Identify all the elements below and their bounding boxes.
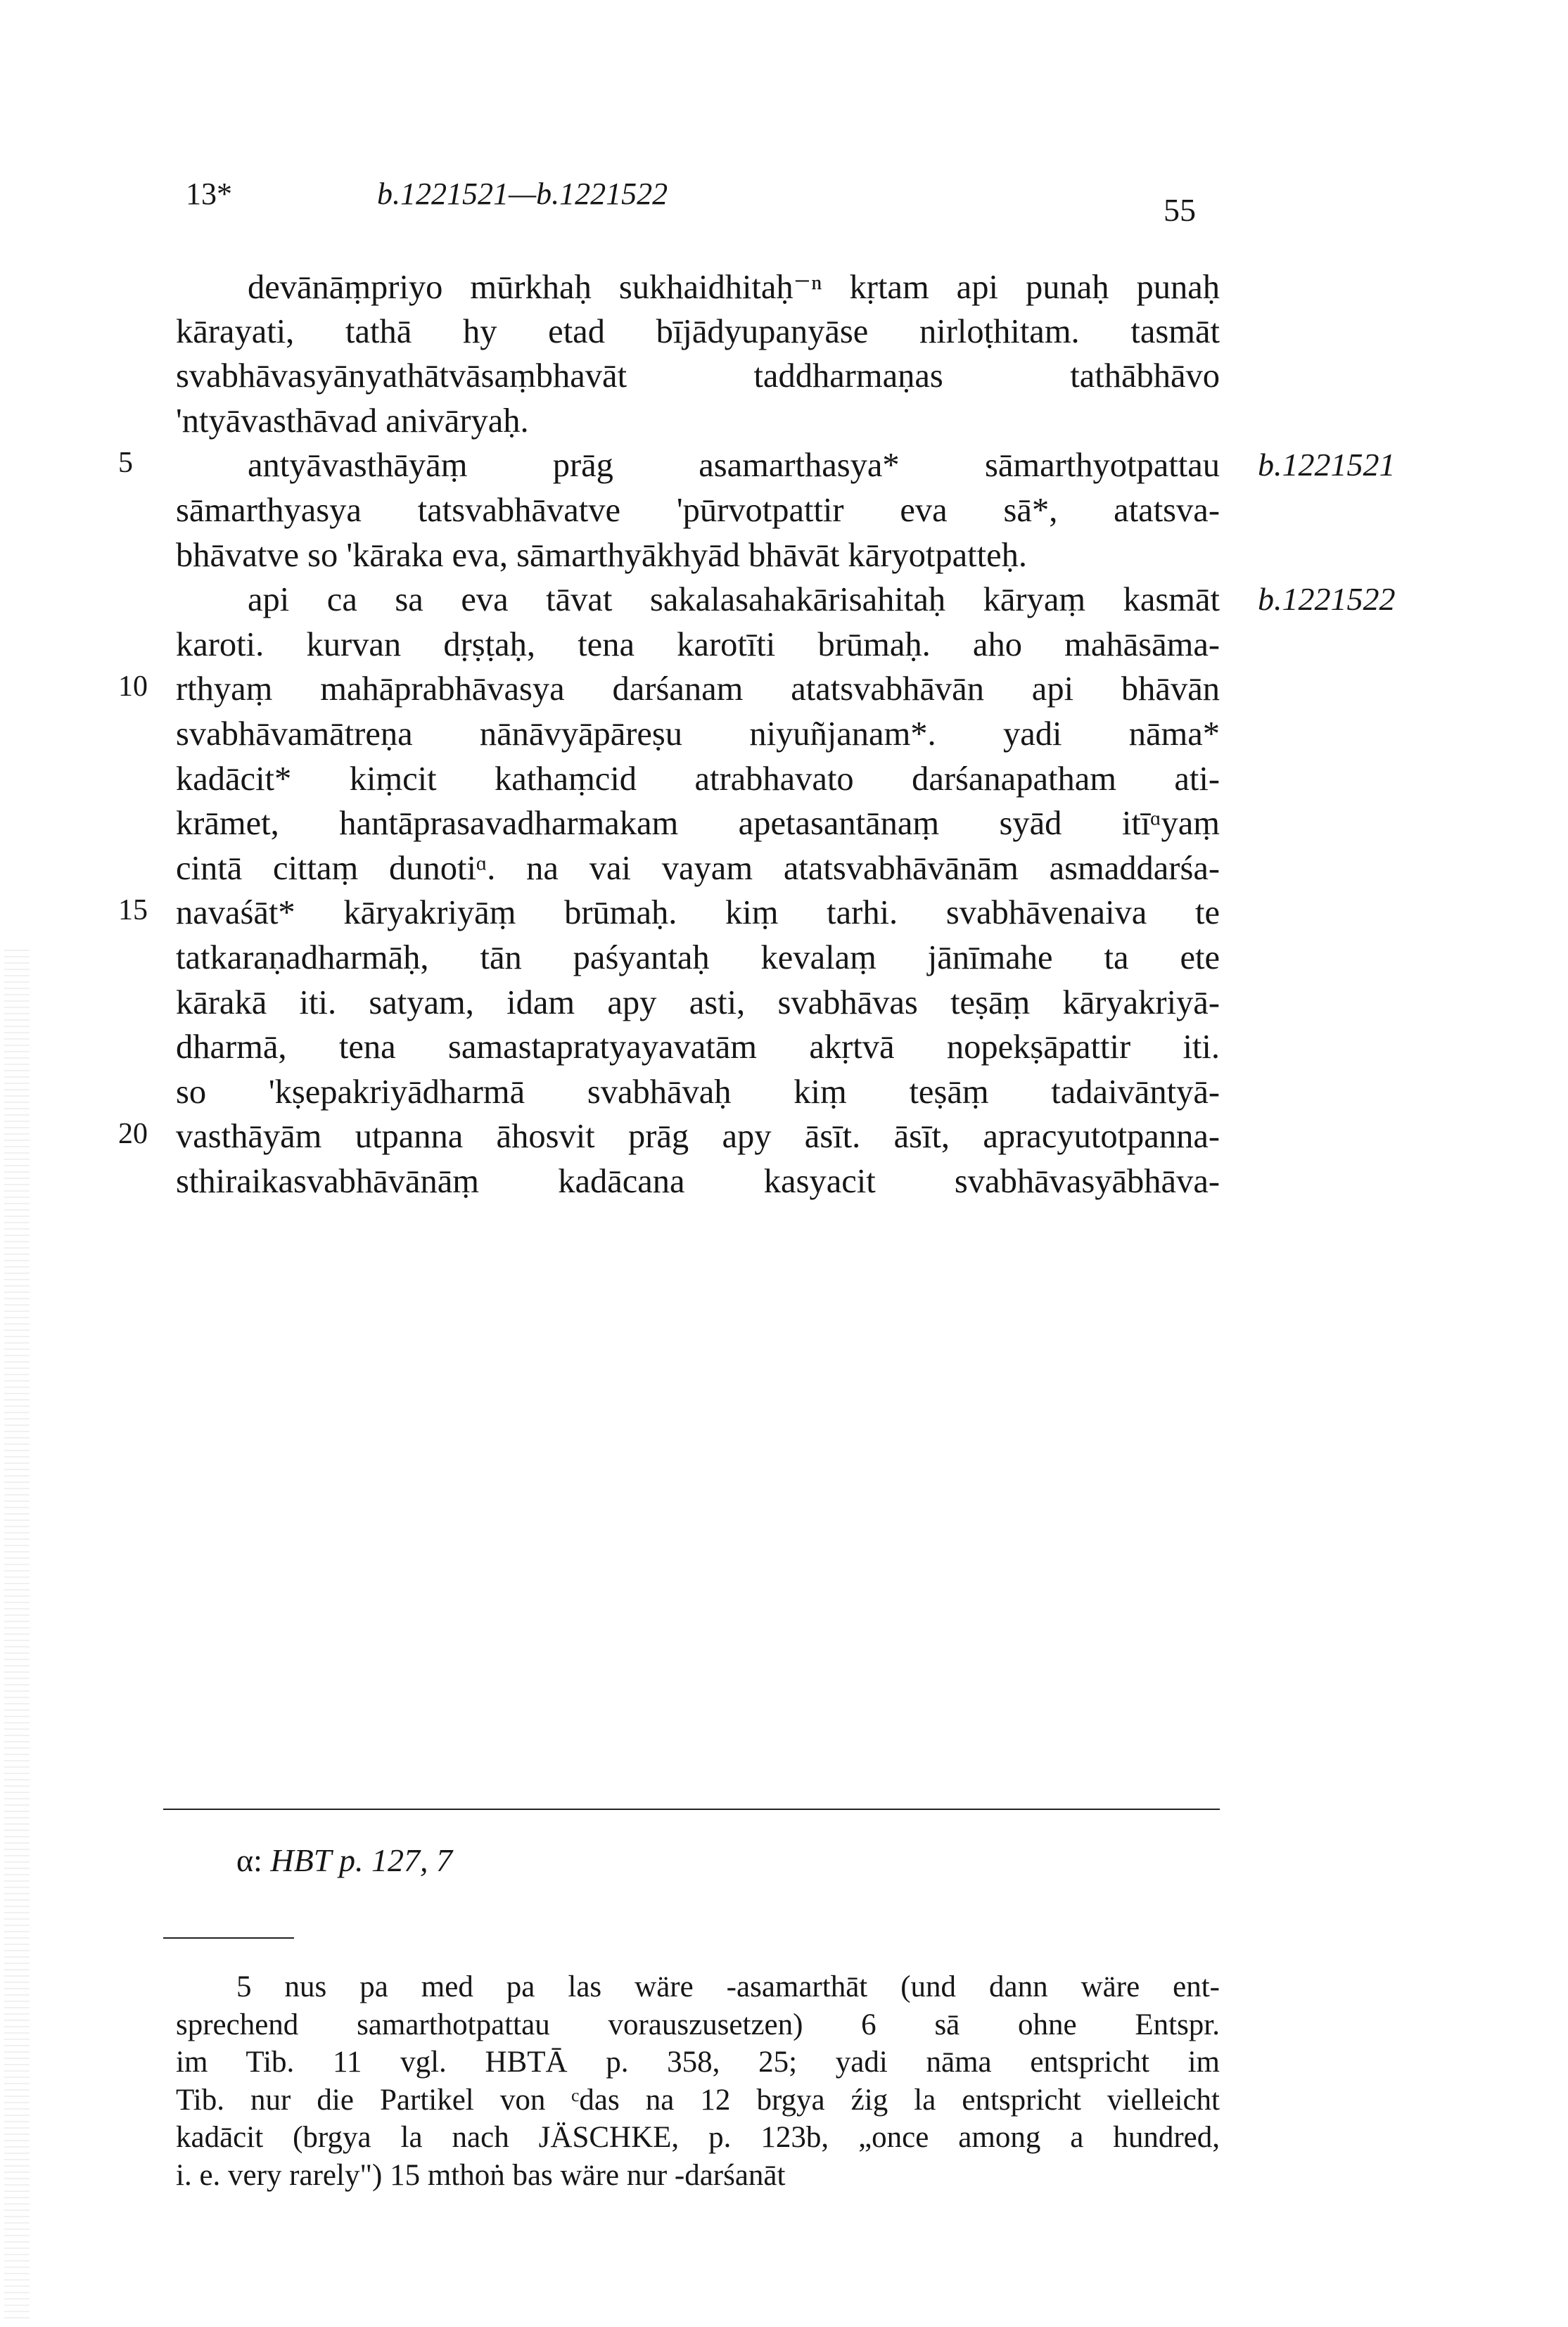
alpha-label: α:: [236, 1842, 262, 1878]
text-line: [0, 715, 1568, 760]
text-line: [0, 1028, 1568, 1073]
line-text: krāmet, hantāprasavadharmakam apetasantānaṃ syād itīᵅyaṃ: [176, 805, 1220, 843]
text-line: [0, 670, 1568, 715]
line-text: bhāvatve so 'kāraka eva, sāmarthyākhyād bhāvāt kāryotpatteḥ.: [176, 536, 1027, 574]
text-line: [0, 357, 1568, 402]
line-text: api ca sa eva tāvat sakalasahakārisahitaḥ kāryaṃ kasmāt: [248, 581, 1220, 619]
sheet-signature: 13*: [186, 177, 232, 211]
line-number: 15: [118, 894, 148, 927]
text-line: [0, 446, 1568, 491]
footnote-text: 5 nus pa med pa las wäre -asamarthāt (und dann wäre ent-: [236, 1970, 1220, 2003]
line-text: cintā cittaṃ dunotiᵅ. na vai vayam atatsvabhāvānām asmaddarśa-: [176, 849, 1220, 887]
running-head-reference: b.1221521—b.1221522: [377, 177, 668, 211]
line-number: 5: [118, 447, 133, 480]
footnote-line: [0, 2045, 1568, 2084]
text-line: [0, 625, 1568, 670]
footnote-text: Tib. nur die Partikel von ᶜdas na 12 brgya źig la entspricht vielleicht: [176, 2083, 1220, 2117]
footnote-line: [0, 2008, 1568, 2047]
line-text: svabhāvasyānyathātvāsaṃbhavāt taddharmaṇas tathābhāvo: [176, 357, 1220, 395]
line-text: kārakā iti. satyam, idam apy asti, svabhāvas teṣāṃ kāryakriyā-: [176, 983, 1220, 1021]
line-text: 'ntyāvasthāvad anivāryaḥ.: [176, 402, 529, 440]
page-header: [0, 0, 1568, 239]
text-line: [0, 1117, 1568, 1162]
text-line: [0, 983, 1568, 1028]
line-text: karoti. kurvan dṛṣṭaḥ, tena karotīti brūmaḥ. aho mahāsāma-: [176, 625, 1220, 663]
line-text: devānāṃpriyo mūrkhaḥ sukhaidhitaḥ⁻ⁿ kṛtam api punaḥ punaḥ: [248, 269, 1220, 306]
line-text: sāmarthyasya tatsvabhāvatve 'pūrvotpattir eva sā*, atatsva-: [176, 492, 1220, 529]
text-line: [0, 312, 1568, 357]
text-line: [0, 849, 1568, 894]
text-line: [0, 267, 1568, 312]
margin-reference: b.1221521: [1258, 447, 1396, 483]
text-line: [0, 1073, 1568, 1118]
line-text: sthiraikasvabhāvānāṃ kadācana kasyacit svabhāvasyābhāva-: [176, 1163, 1220, 1200]
alpha-reference: HBT p. 127, 7: [270, 1842, 452, 1878]
text-line: [0, 804, 1568, 849]
page-number: 55: [1164, 192, 1196, 228]
text-line: [0, 893, 1568, 938]
footnote-line: [0, 2158, 1568, 2198]
line-text: dharmā, tena samastapratyayavatām akṛtvā nopekṣāpattir iti.: [176, 1028, 1220, 1066]
text-line: [0, 491, 1568, 536]
footnote-divider: [163, 1937, 294, 1939]
line-text: antyāvasthāyāṃ prāg asamarthasya* sāmarthyotpattau: [248, 447, 1220, 485]
footnote-text: kadācit (brgya la nach JÄSCHKE, p. 123b, „once among a hundred,: [176, 2121, 1220, 2154]
line-text: kārayati, tathā hy etad bījādyupanyāse nirloṭhitam. tasmāt: [176, 312, 1220, 350]
text-line: [0, 938, 1568, 983]
text-line: [0, 402, 1568, 447]
footnote-text: sprechend samarthotpattau vorauszusetzen) 6 sā ohne Entspr.: [176, 2008, 1220, 2041]
alpha-apparatus-note: [236, 1842, 452, 1879]
line-text: so 'kṣepakriyādharmā svabhāvaḥ kiṃ teṣāṃ tadaivāntyā-: [176, 1073, 1220, 1111]
text-line: [0, 1162, 1568, 1207]
line-text: kadācit* kiṃcit kathaṃcid atrabhavato darśanapatham ati-: [176, 760, 1220, 798]
line-text: navaśāt* kāryakriyāṃ brūmaḥ. kiṃ tarhi. svabhāvenaiva te: [176, 894, 1220, 932]
footnote-line: [0, 2120, 1568, 2160]
line-number: 10: [118, 670, 148, 703]
footnote-text: i. e. very rarely") 15 mthoṅ bas wäre nur -darśanāt: [176, 2158, 786, 2192]
footnote-line: [0, 1970, 1568, 2009]
text-line: [0, 536, 1568, 581]
line-text: tatkaraṇadharmāḥ, tān paśyantaḥ kevalaṃ jānīmahe ta ete: [176, 939, 1220, 976]
line-number: 20: [118, 1118, 148, 1151]
line-text: vasthāyām utpanna āhosvit prāg apy āsīt. āsīt, apracyutotpanna-: [176, 1118, 1220, 1156]
line-text: svabhāvamātreṇa nānāvyāpāreṣu niyuñjanam*. yadi nāma*: [176, 715, 1220, 753]
footnote-text: im Tib. 11 vgl. HBTĀ p. 358, 25; yadi nāma entspricht im: [176, 2046, 1220, 2079]
text-apparatus-divider: [163, 1809, 1220, 1810]
margin-reference: b.1221522: [1258, 581, 1396, 618]
text-line: [0, 760, 1568, 805]
text-line: [0, 580, 1568, 625]
line-text: rthyaṃ mahāprabhāvasya darśanam atatsvabhāvān api bhāvān: [176, 670, 1220, 708]
footnote-line: [0, 2083, 1568, 2122]
